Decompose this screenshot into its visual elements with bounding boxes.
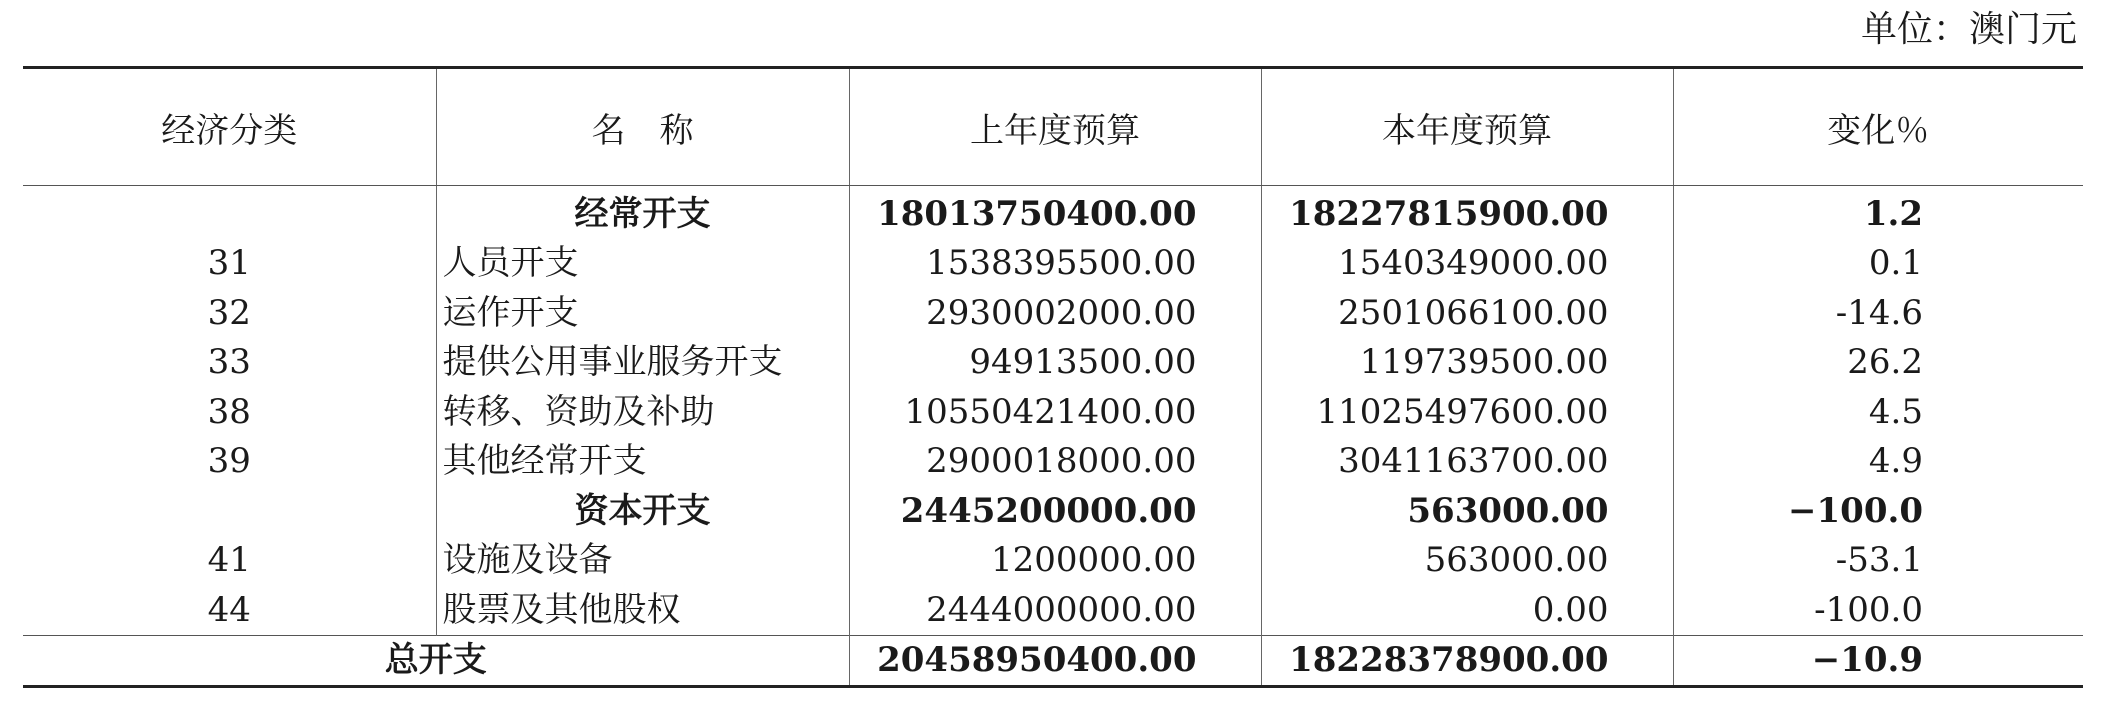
group-row-capital: [23, 487, 2083, 537]
row-name: 资本开支: [436, 487, 849, 537]
row-curr: 2501066100.00: [1261, 289, 1673, 339]
header-name: 名 称: [436, 68, 849, 186]
row-curr: 563000.00: [1261, 487, 1673, 537]
row-name: 经常开支: [436, 186, 849, 240]
row-name: 其他经常开支: [436, 437, 849, 487]
row-code: 32: [207, 292, 251, 333]
row-curr: 0.00: [1261, 586, 1673, 636]
row-code: [23, 186, 436, 240]
row-curr: 3041163700.00: [1261, 437, 1673, 487]
total-row: [23, 635, 2083, 686]
table-row: [23, 338, 2083, 388]
row-prev: 2444000000.00: [849, 586, 1261, 636]
header-curr-budget: 本年度预算: [1261, 68, 1673, 186]
row-name: 人员开支: [436, 239, 849, 289]
budget-table: [23, 66, 2083, 688]
row-change: -53.1: [1673, 536, 2083, 586]
row-code: [23, 487, 436, 537]
row-prev: 2900018000.00: [849, 437, 1261, 487]
row-change: 26.2: [1673, 338, 2083, 388]
table-row: [23, 239, 2083, 289]
header-row: [23, 68, 2083, 186]
row-prev: 18013750400.00: [849, 186, 1261, 240]
row-name: 转移、资助及补助: [436, 388, 849, 438]
row-curr: 18227815900.00: [1261, 186, 1673, 240]
row-curr: 1540349000.00: [1261, 239, 1673, 289]
row-prev: 2930002000.00: [849, 289, 1261, 339]
row-curr: 563000.00: [1261, 536, 1673, 586]
row-curr: 119739500.00: [1261, 338, 1673, 388]
header-category: 经济分类: [23, 68, 436, 186]
row-change: 1.2: [1673, 186, 2083, 240]
table-row: [23, 289, 2083, 339]
group-row-recurrent: [23, 186, 2083, 240]
table-row: [23, 586, 2083, 636]
row-code: 39: [207, 441, 251, 482]
header-prev-budget: 上年度预算: [849, 68, 1261, 186]
row-prev: 1538395500.00: [849, 239, 1261, 289]
row-change: 4.5: [1673, 388, 2083, 438]
row-prev: 10550421400.00: [849, 388, 1261, 438]
row-name: 运作开支: [436, 289, 849, 339]
table-row: [23, 437, 2083, 487]
header-change: 变化％: [1673, 68, 2083, 186]
row-change: -100.0: [1673, 586, 2083, 636]
total-change: −10.9: [1673, 635, 2083, 686]
table-row: [23, 536, 2083, 586]
row-change: 0.1: [1673, 239, 2083, 289]
total-prev: 20458950400.00: [849, 635, 1261, 686]
row-change: 4.9: [1673, 437, 2083, 487]
table-row: [23, 388, 2083, 438]
row-code: 38: [207, 391, 251, 432]
row-change: −100.0: [1673, 487, 2083, 537]
row-prev: 2445200000.00: [849, 487, 1261, 537]
row-curr: 11025497600.00: [1261, 388, 1673, 438]
row-code: 31: [207, 243, 251, 284]
row-name: 股票及其他股权: [436, 586, 849, 636]
row-prev: 1200000.00: [849, 536, 1261, 586]
row-code: 41: [207, 540, 251, 581]
total-curr: 18228378900.00: [1261, 635, 1673, 686]
row-name: 提供公用事业服务开支: [436, 338, 849, 388]
row-change: -14.6: [1673, 289, 2083, 339]
unit-label: 单位：澳门元: [1860, 9, 2077, 50]
row-code: 44: [207, 589, 251, 630]
total-label: 总开支: [23, 635, 849, 686]
row-name: 设施及设备: [436, 536, 849, 586]
row-prev: 94913500.00: [849, 338, 1261, 388]
row-code: 33: [207, 342, 251, 383]
